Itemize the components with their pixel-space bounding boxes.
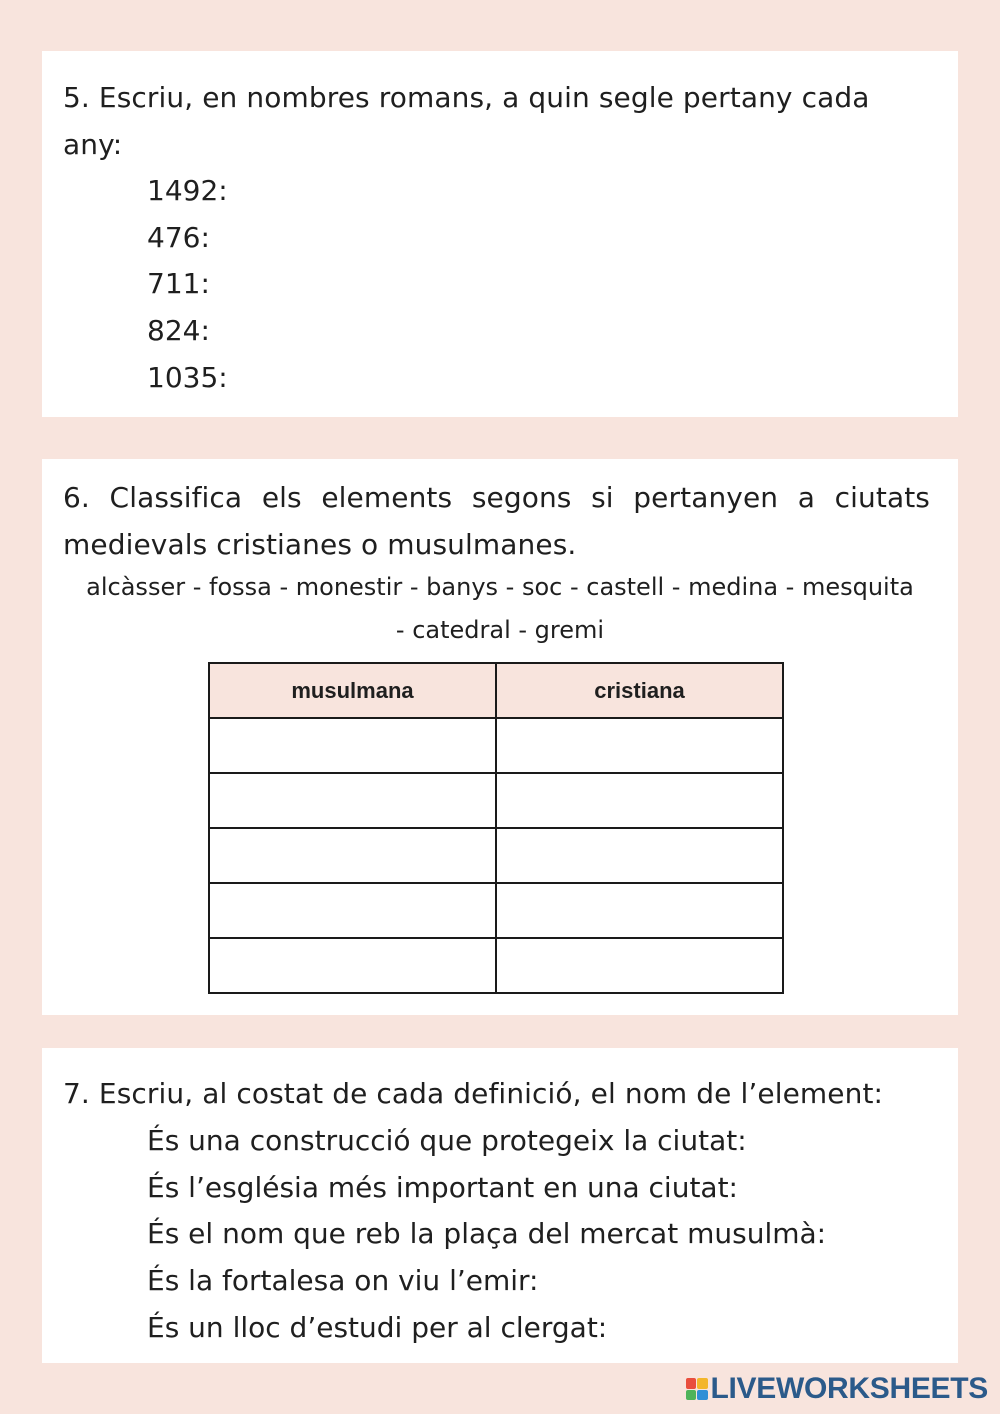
brand-name: LIVEWORKSHEETS (710, 1372, 988, 1405)
answer-cell[interactable] (496, 828, 783, 883)
word-bank: alcàsser - fossa - monestir - banys - soc - castell - medina - mesquita - catedral - gremi (86, 573, 914, 644)
answer-cell[interactable] (209, 718, 496, 773)
classification-table (208, 662, 784, 994)
definition-item: És el nom que reb la plaça del mercat musulmà: (147, 1217, 827, 1250)
year-item: 824: (147, 314, 210, 347)
liveworksheets-logo-icon (686, 1378, 708, 1400)
year-item: 1492: (147, 174, 228, 207)
column-header-musulmana: musulmana (209, 663, 496, 718)
liveworksheets-brand[interactable] (686, 1372, 989, 1406)
answer-cell[interactable] (209, 883, 496, 938)
year-item: 1035: (147, 361, 228, 394)
answer-cell[interactable] (496, 883, 783, 938)
year-item: 711: (147, 267, 210, 300)
year-item: 476: (147, 221, 210, 254)
question-7-card (42, 1048, 958, 1363)
answer-cell[interactable] (209, 773, 496, 828)
question-5-title: 5. Escriu, en nombres romans, a quin segle pertany cada any: (63, 81, 870, 161)
definition-item: És una construcció que protegeix la ciutat: (147, 1124, 747, 1157)
answer-cell[interactable] (209, 828, 496, 883)
answer-cell[interactable] (209, 938, 496, 993)
question-7-title: 7. Escriu, al costat de cada definició, el nom de l’element: (63, 1077, 884, 1110)
column-header-cristiana: cristiana (496, 663, 783, 718)
question-6-card (42, 459, 958, 1015)
answer-cell[interactable] (496, 938, 783, 993)
question-6-title: 6. Classifica els elements segons si pertanyen a ciutats medievals cristianes o musulmanes. (63, 481, 930, 561)
definition-item: És la fortalesa on viu l’emir: (147, 1264, 539, 1297)
answer-cell[interactable] (496, 718, 783, 773)
question-5-card (42, 51, 958, 417)
definition-item: És l’església més important en una ciutat: (147, 1171, 738, 1204)
answer-cell[interactable] (496, 773, 783, 828)
definition-item: És un lloc d’estudi per al clergat: (147, 1311, 608, 1344)
